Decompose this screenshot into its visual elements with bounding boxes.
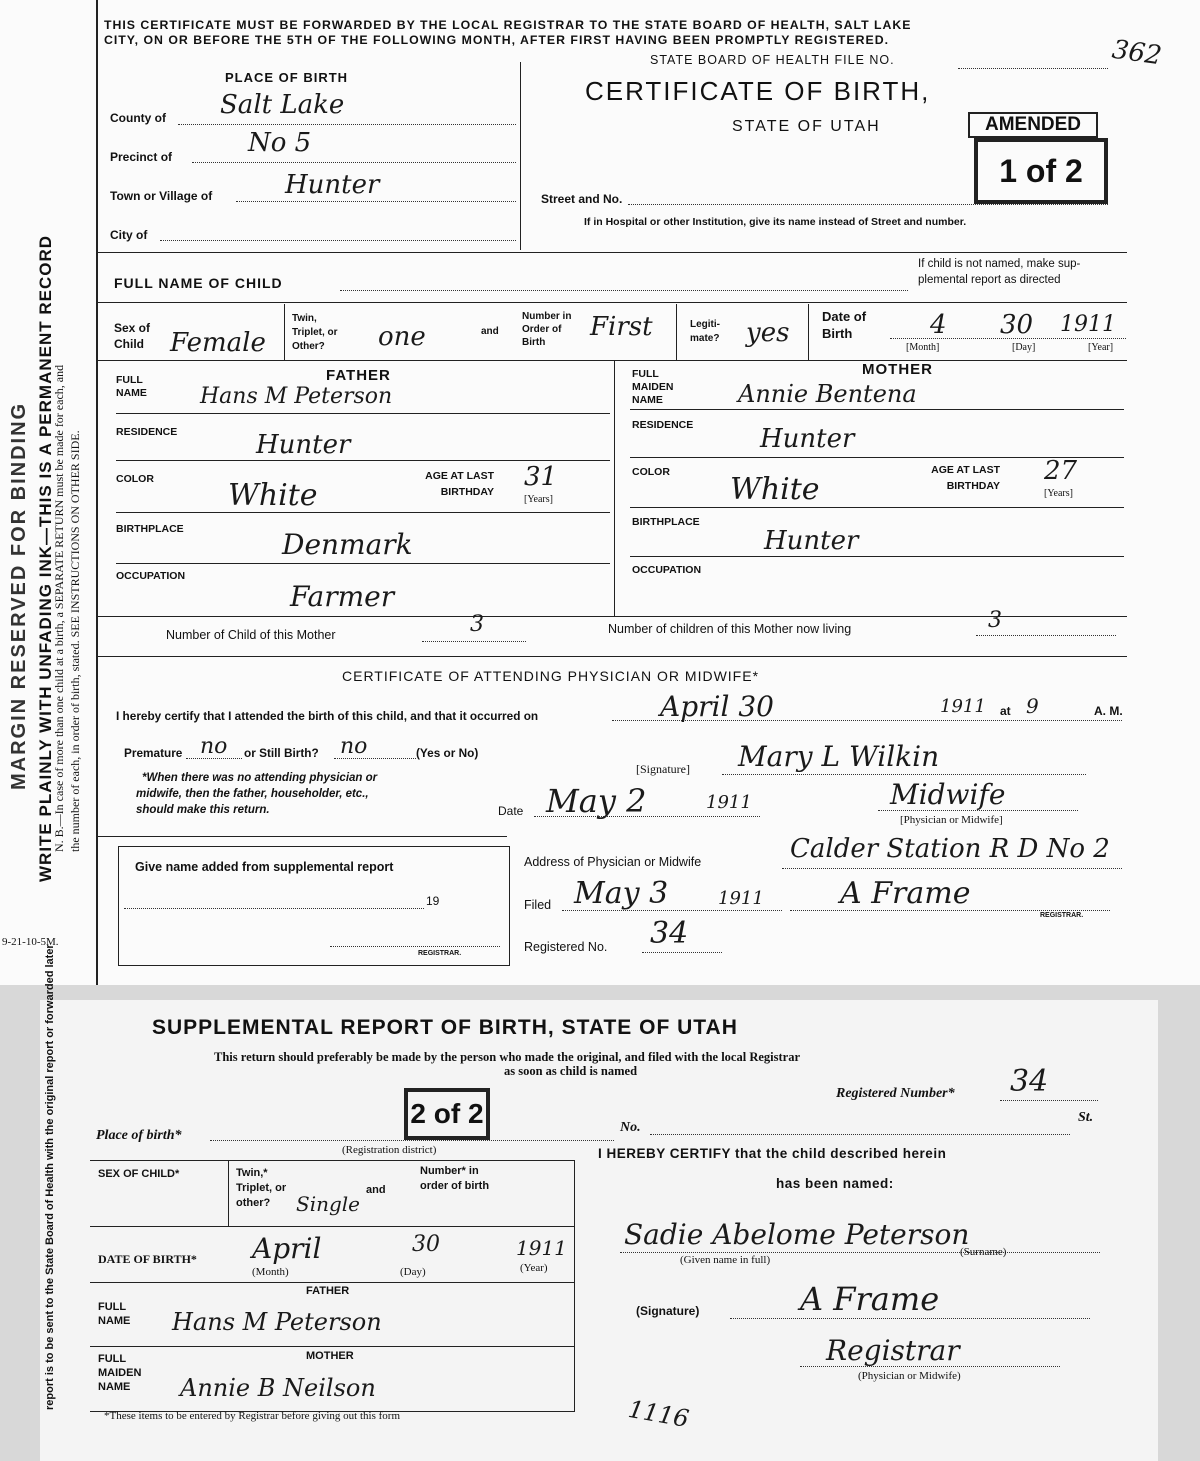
father-residence-rule xyxy=(116,460,610,461)
given-name-line xyxy=(124,908,424,909)
hospital-note: If in Hospital or other Institution, give its name instead of Street and number. xyxy=(584,216,967,228)
place-divider xyxy=(520,62,521,250)
handwritten-number: 1116 xyxy=(626,1394,692,1434)
occurred-date: April 30 xyxy=(660,690,774,723)
date-label: Date xyxy=(498,804,524,818)
city-line xyxy=(160,240,516,241)
mother-label: FULL MAIDEN NAME xyxy=(98,1353,142,1393)
no-label: No. xyxy=(620,1120,641,1135)
full-name-line xyxy=(340,290,908,291)
dob-label: DATE OF BIRTH* xyxy=(98,1252,197,1266)
signature-label: [Signature] xyxy=(636,762,690,776)
street-line xyxy=(628,204,1108,205)
legit-value: yes xyxy=(746,318,790,348)
twin-value: one xyxy=(378,322,426,352)
registrar-signature: A Frame xyxy=(840,876,971,911)
supplemental-table-rule-2 xyxy=(90,1282,574,1283)
father-name-value: Hans M Peterson xyxy=(200,384,393,409)
father-color-value: White xyxy=(228,478,318,513)
dob-year-value: 1911 xyxy=(516,1236,567,1260)
margin-note-line1: N. B.—In case of more than one child at a birth, a SEPARATE RETURN must be made for each, and xyxy=(52,364,66,852)
premature-label: Premature xyxy=(124,746,183,760)
part-2-stamp: 2 of 2 xyxy=(404,1088,490,1140)
mother-color-value: White xyxy=(730,472,820,507)
county-value: Salt Lake xyxy=(220,90,345,120)
mother-name-label: FULL MAIDEN NAME xyxy=(632,368,674,406)
county-line xyxy=(178,124,516,125)
father-value: Hans M Peterson xyxy=(172,1308,382,1336)
given-name-year: 19 xyxy=(426,894,440,908)
margin-reserved-text: MARGIN RESERVED FOR BINDING xyxy=(8,401,30,790)
father-occupation-value: Farmer xyxy=(290,580,395,613)
part-1-stamp: 1 of 2 xyxy=(974,138,1108,204)
mother-color-rule xyxy=(630,507,1124,508)
footnote-line-3: should make this return. xyxy=(136,804,270,816)
sex-label: Sex of Child xyxy=(114,321,151,351)
mother-name-value: Annie Bentena xyxy=(738,380,917,408)
no-line xyxy=(650,1134,1070,1135)
signature-value: Mary L Wilkin xyxy=(738,740,940,773)
mother-birthplace-label: BIRTHPLACE xyxy=(632,516,700,528)
place-of-birth-label: PLACE OF BIRTH xyxy=(225,70,349,85)
mother-occupation-label: OCCUPATION xyxy=(632,564,702,576)
surname-label: (Surname) xyxy=(960,1246,1007,1258)
father-residence-value: Hunter xyxy=(256,430,351,460)
order-label: Number in Order of Birth xyxy=(522,311,572,348)
parents-divider xyxy=(614,360,615,616)
father-age-label: AGE AT LAST BIRTHDAY xyxy=(425,470,494,498)
father-residence-label: RESIDENCE xyxy=(116,426,178,438)
father-name-label: FULL NAME xyxy=(116,374,147,399)
mother-color-label: COLOR xyxy=(632,466,670,478)
certificate-state: STATE OF UTAH xyxy=(732,118,881,135)
margin-note-line2: the number of each, in order of birth, stated. SEE INSTRUCTIONS ON OTHER SIDE. xyxy=(68,430,82,852)
town-line xyxy=(236,201,516,202)
capacity-value: Midwife xyxy=(890,778,1006,811)
footnote-line-1: *When there was no attending physician or xyxy=(142,772,378,784)
rule-count xyxy=(97,656,1127,657)
and-label: and xyxy=(366,1184,386,1196)
sex-value: Female xyxy=(170,328,266,358)
am-label: A. M. xyxy=(1094,704,1123,718)
mother-name-rule xyxy=(630,409,1124,410)
mother-age-label: AGE AT LAST BIRTHDAY xyxy=(931,464,1000,492)
father-age-value: 31 xyxy=(524,462,558,492)
dob-month-label: (Month) xyxy=(252,1266,289,1278)
file-no-label: STATE BOARD OF HEALTH FILE NO. xyxy=(650,53,895,67)
supplemental-table-rule-3 xyxy=(90,1346,574,1347)
place-of-birth-label: Place of birth* xyxy=(96,1128,182,1143)
mother-years-label: [Years] xyxy=(1044,488,1073,499)
signature-line xyxy=(730,1318,1090,1319)
mother-residence-label: RESIDENCE xyxy=(632,419,694,431)
occurred-time: 9 xyxy=(1026,694,1039,718)
not-named-note-1: If child is not named, make sup- xyxy=(918,258,1081,270)
town-value: Hunter xyxy=(285,170,380,200)
given-name-label: (Given name in full) xyxy=(680,1254,771,1266)
order-divider xyxy=(676,304,677,360)
and-label: and xyxy=(481,326,499,337)
certify-line-1: I HEREBY CERTIFY that the child described herein xyxy=(598,1146,947,1161)
capacity-label: (Physician or Midwife) xyxy=(858,1370,961,1382)
precinct-label: Precinct of xyxy=(110,150,173,164)
dob-day-label: [Day] xyxy=(1012,342,1036,353)
father-color-label: COLOR xyxy=(116,473,154,485)
physician-heading: CERTIFICATE OF ATTENDING PHYSICIAN OR MIDWIFE* xyxy=(342,668,760,684)
rule-physician xyxy=(97,836,507,837)
filed-label: Filed xyxy=(524,898,552,912)
legit-divider xyxy=(808,304,809,360)
rule-name xyxy=(97,302,1127,303)
sex-divider xyxy=(284,304,285,360)
order-label: Number* in order of birth xyxy=(420,1165,490,1192)
date-year: 1911 xyxy=(706,792,752,813)
place-of-birth-line xyxy=(210,1140,614,1141)
supplemental-margin-text: report is to be sent to the State Board of Health with the original report or forwarded later xyxy=(44,944,56,1410)
signature-line xyxy=(722,774,1086,775)
rule-sex xyxy=(97,360,1127,361)
num-living-value: 3 xyxy=(988,608,1002,633)
supplemental-footnote: *These items to be entered by Registrar before giving out this form xyxy=(104,1410,401,1422)
twin-value: Single xyxy=(296,1192,361,1216)
header-line-1: THIS CERTIFICATE MUST BE FORWARDED BY THE LOCAL REGISTRAR TO THE STATE BOARD OF HEALTH, SALT LAKE xyxy=(104,18,912,32)
father-heading: FATHER xyxy=(306,1285,350,1297)
certify-text: I hereby certify that I attended the birth of this child, and that it occurred on xyxy=(116,709,539,723)
supplemental-table-vrule xyxy=(228,1160,229,1226)
mother-heading: MOTHER xyxy=(306,1350,354,1362)
child-name-line xyxy=(620,1252,1100,1253)
mother-birthplace-value: Hunter xyxy=(764,526,859,556)
capacity-label: [Physician or Midwife] xyxy=(900,814,1003,826)
not-named-note-2: plemental report as directed xyxy=(918,274,1061,286)
dob-day: 30 xyxy=(1000,310,1034,340)
supplemental-table-rule-1 xyxy=(90,1226,574,1227)
certify-line-2: has been named: xyxy=(776,1176,894,1191)
at-label: at xyxy=(1000,704,1011,718)
father-heading: FATHER xyxy=(326,367,391,384)
rule-parents xyxy=(97,616,1127,617)
filed-year: 1911 xyxy=(718,888,764,909)
street-label: Street and No. xyxy=(541,192,623,206)
file-no-line xyxy=(958,68,1108,69)
st-label: St. xyxy=(1078,1110,1094,1125)
supplemental-subtitle-1: This return should preferably be made by the person who made the original, and filed with the local Registrar xyxy=(214,1050,801,1064)
margin-ink-text: WRITE PLAINLY WITH UNFADING INK—THIS IS A PERMANENT RECORD xyxy=(36,234,55,882)
num-child-label: Number of Child of this Mother xyxy=(166,628,336,642)
stillbirth-value: no xyxy=(340,734,368,759)
supplemental-subtitle-2: as soon as child is named xyxy=(504,1064,638,1078)
legit-label: Legiti- mate? xyxy=(690,319,720,344)
registered-no-value: 34 xyxy=(650,916,689,951)
sex-of-child-label: SEX OF CHILD* xyxy=(98,1168,180,1180)
rule-top xyxy=(97,252,1127,253)
num-child-line xyxy=(422,641,526,642)
signature-value: A Frame xyxy=(800,1280,940,1318)
address-label: Address of Physician or Midwife xyxy=(524,855,702,869)
precinct-value: No 5 xyxy=(248,128,312,158)
father-occupation-label: OCCUPATION xyxy=(116,570,186,582)
dob-day-label: (Day) xyxy=(400,1266,426,1278)
twin-label: Twin,* Triplet, or other? xyxy=(236,1167,287,1209)
supplemental-title: SUPPLEMENTAL REPORT OF BIRTH, STATE OF UTAH xyxy=(152,1016,738,1039)
footnote-line-2: midwife, then the father, householder, etc., xyxy=(136,788,369,800)
father-birthplace-rule xyxy=(116,563,610,564)
stillbirth-label: or Still Birth? xyxy=(244,746,319,760)
dob-day-value: 30 xyxy=(412,1232,440,1257)
yes-no-label: (Yes or No) xyxy=(416,746,479,760)
file-no-value: 362 xyxy=(1110,34,1164,72)
county-label: County of xyxy=(110,111,166,125)
num-living-label: Number of children of this Mother now living xyxy=(608,622,852,636)
address-value: Calder Station R D No 2 xyxy=(790,834,1110,864)
registered-no-label: Registered No. xyxy=(524,940,608,954)
given-name-registrar-line xyxy=(330,946,500,947)
num-living-line xyxy=(976,635,1116,636)
father-color-rule xyxy=(116,512,610,513)
dob-year-label: [Year] xyxy=(1088,342,1114,353)
registered-number-label: Registered Number* xyxy=(836,1086,955,1101)
father-birthplace-label: BIRTHPLACE xyxy=(116,523,184,535)
date-value: May 2 xyxy=(546,782,647,820)
address-line xyxy=(782,868,1122,869)
town-label: Town or Village of xyxy=(110,189,213,203)
order-value: First xyxy=(590,312,653,342)
mother-age-value: 27 xyxy=(1044,456,1078,486)
occurred-year: 1911 xyxy=(940,696,986,717)
dob-month-label: [Month] xyxy=(906,342,940,353)
capacity-value: Registrar xyxy=(826,1334,960,1367)
mother-heading: MOTHER xyxy=(862,361,933,378)
father-label: FULL NAME xyxy=(98,1301,131,1327)
registrar-label: REGISTRAR. xyxy=(1040,912,1084,919)
dob-label: Date of Birth xyxy=(822,309,867,341)
dob-year-label: (Year) xyxy=(520,1262,548,1274)
father-name-rule xyxy=(116,413,610,414)
binding-margin-line xyxy=(96,0,98,985)
registered-number-value: 34 xyxy=(1010,1064,1049,1099)
father-years-label: [Years] xyxy=(524,494,553,505)
num-child-value: 3 xyxy=(470,612,484,637)
form-code: 9-21-10-5M. xyxy=(2,936,59,948)
mother-value: Annie B Neilson xyxy=(180,1374,376,1402)
father-birthplace-value: Denmark xyxy=(282,528,413,561)
registration-district-label: (Registration district) xyxy=(342,1144,437,1156)
dob-month: 4 xyxy=(930,310,947,340)
header-line-2: CITY, ON OR BEFORE THE 5TH OF THE FOLLOWING MONTH, AFTER FIRST HAVING BEEN PROMPTLY REGISTERED. xyxy=(104,33,890,47)
dob-month-value: April xyxy=(252,1232,322,1265)
full-name-label: FULL NAME OF CHILD xyxy=(114,275,283,291)
filed-value: May 3 xyxy=(574,876,669,911)
signature-label: (Signature) xyxy=(636,1304,700,1318)
city-label: City of xyxy=(110,228,148,242)
precinct-line xyxy=(192,162,516,163)
child-name-value: Sadie Abelome Peterson xyxy=(624,1218,970,1251)
registered-number-line xyxy=(1000,1100,1098,1101)
registered-no-line xyxy=(642,952,722,953)
given-name-registrar-label: REGISTRAR. xyxy=(418,950,462,957)
mother-residence-value: Hunter xyxy=(760,424,855,454)
given-name-box-label: Give name added from supplemental report xyxy=(135,860,394,874)
certificate-title: CERTIFICATE OF BIRTH, xyxy=(585,76,931,106)
mother-birthplace-rule xyxy=(630,556,1124,557)
amended-stamp: AMENDED xyxy=(968,112,1098,138)
premature-value: no xyxy=(200,734,228,759)
twin-label: Twin, Triplet, or Other? xyxy=(292,313,338,352)
dob-year: 1911 xyxy=(1060,312,1116,337)
